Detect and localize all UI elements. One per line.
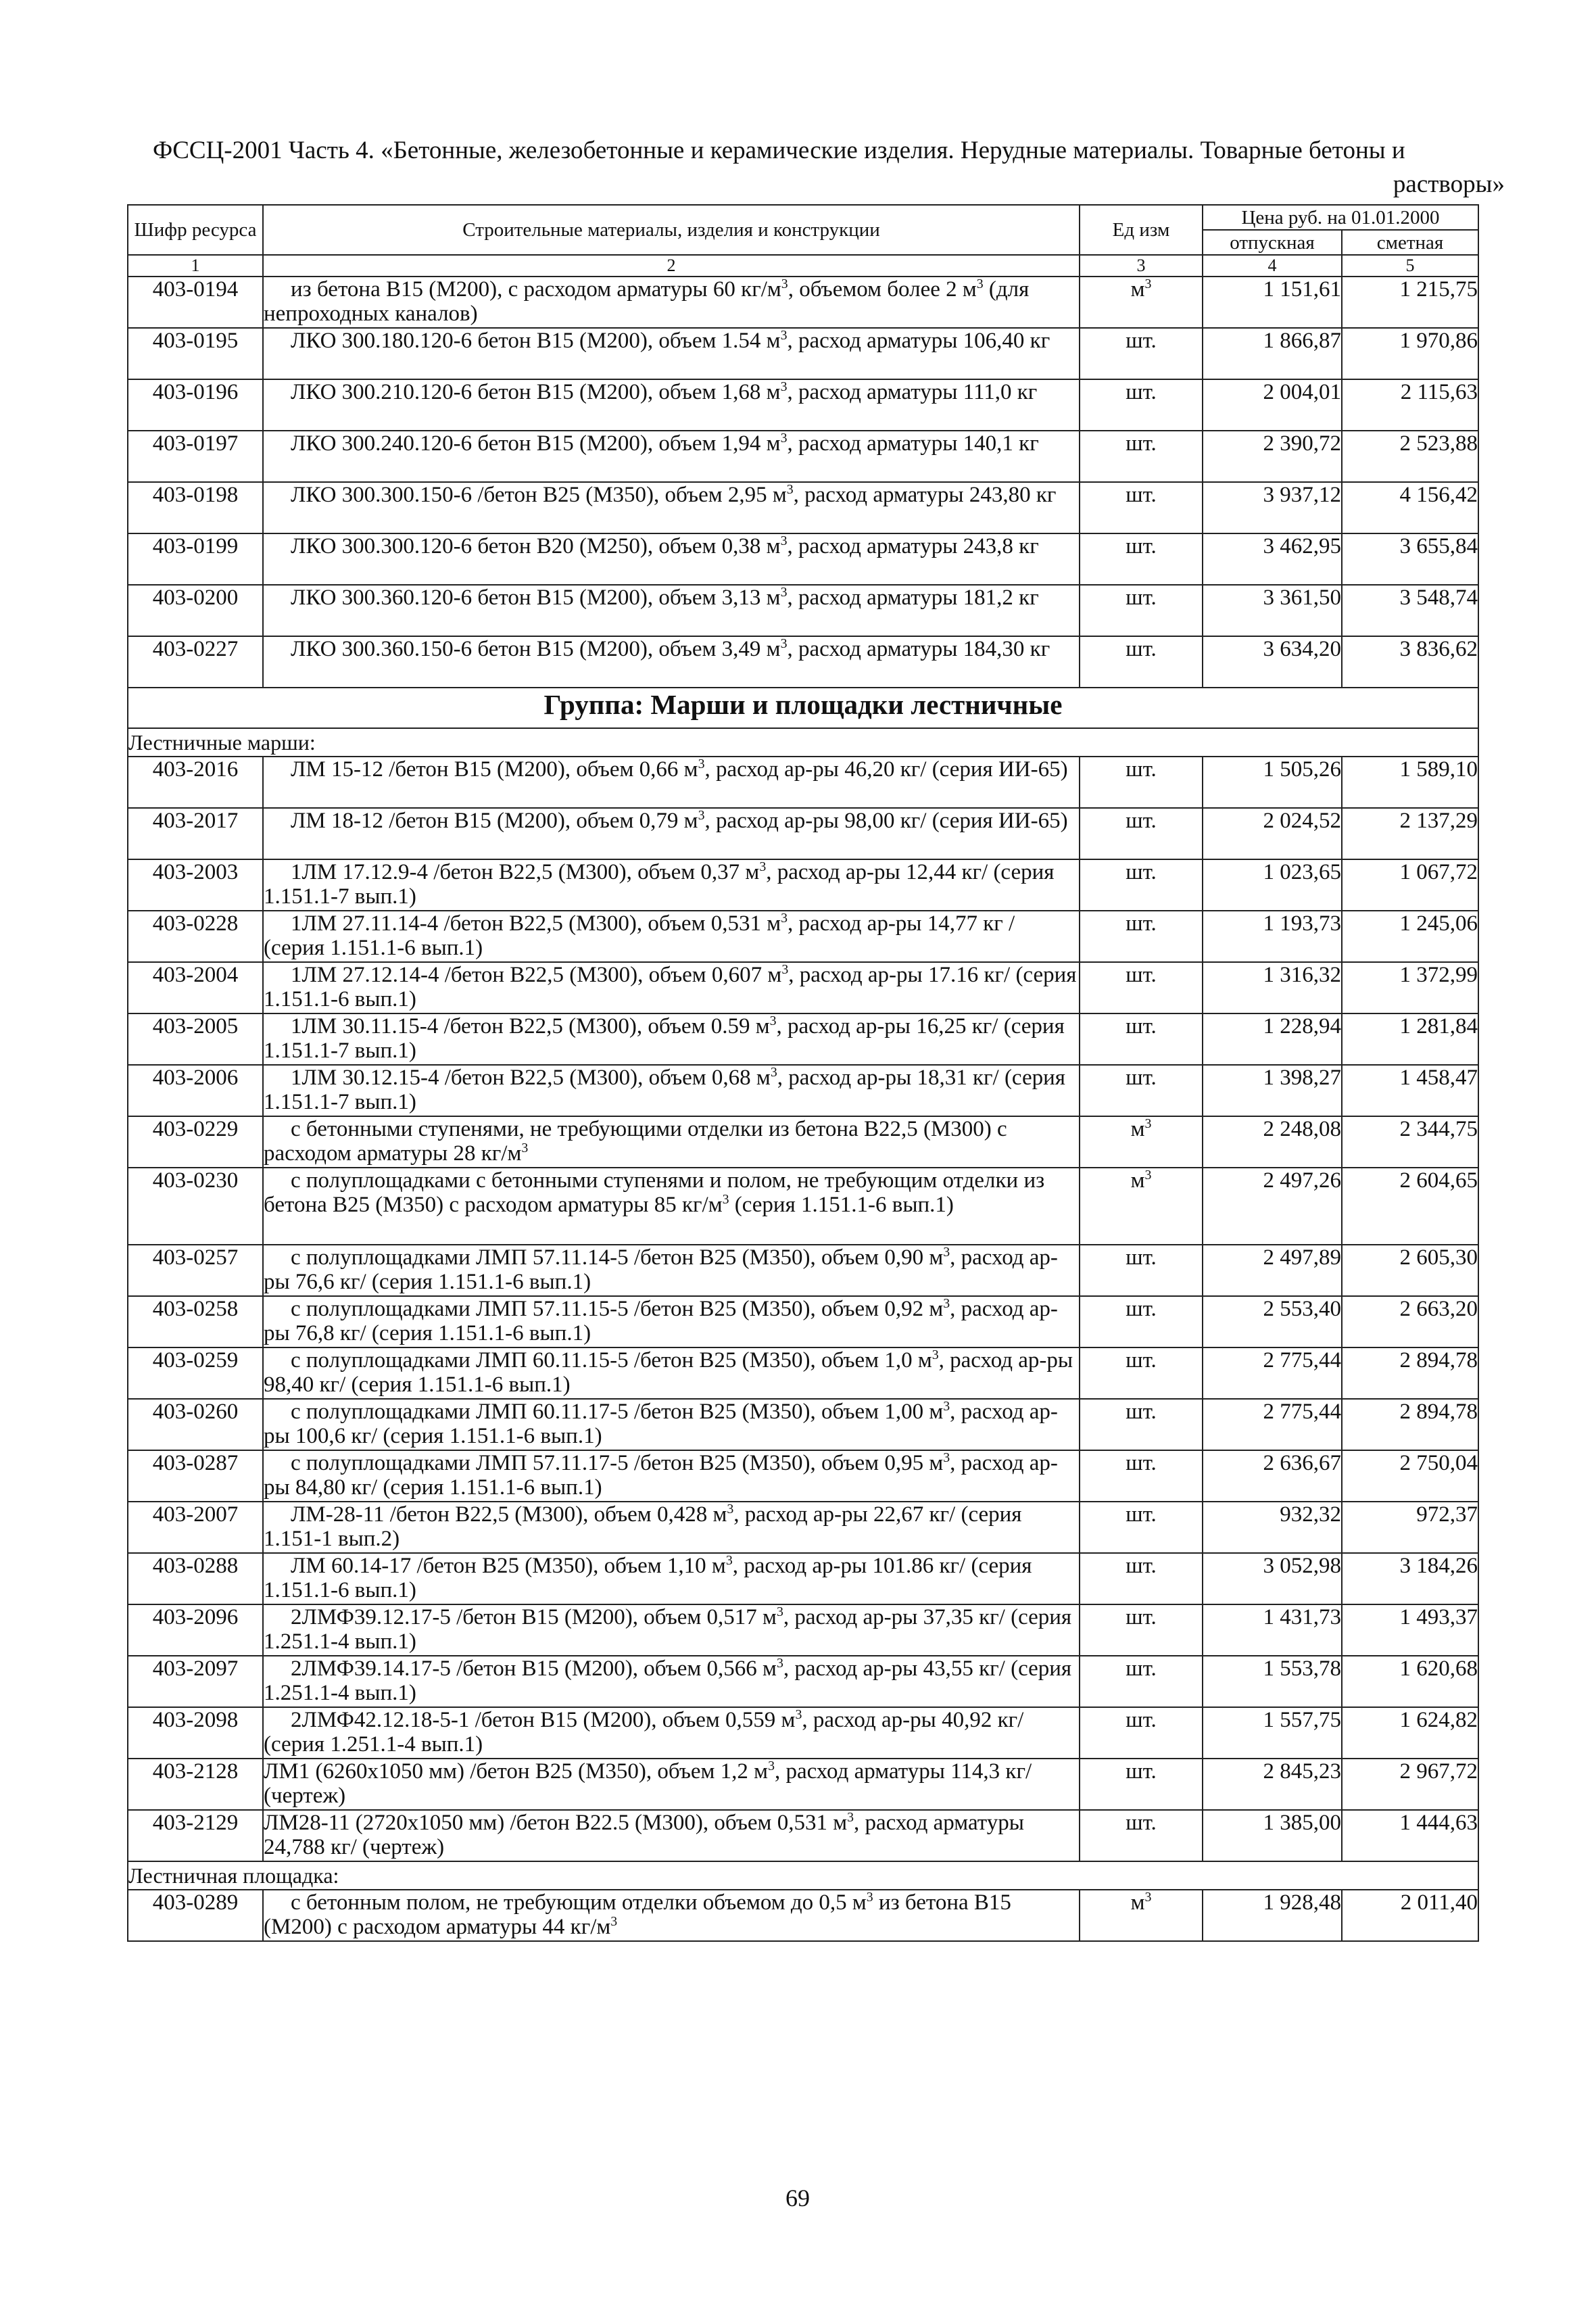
row-unit: шт.: [1080, 482, 1203, 533]
row-code: 403-0228: [128, 911, 263, 962]
row-name: 2ЛМФ42.12.18-5-1 /бетон В15 (М200), объем 0,559 $м^3$, расход ар-ры 40,92 кг/ (серия 1.251.1-4 вып.1): [263, 1707, 1080, 1759]
row-release-price: 1 431,73: [1203, 1604, 1342, 1656]
row-unit: шт.: [1080, 1013, 1203, 1065]
row-estimate-price: 1 624,82: [1342, 1707, 1478, 1759]
rows-landing: [128, 1890, 1478, 1941]
table-row: [128, 1810, 1478, 1861]
row-release-price: 2 636,67: [1203, 1450, 1342, 1502]
row-release-price: 2 248,08: [1203, 1116, 1342, 1168]
table-row: [128, 1296, 1478, 1347]
row-release-price: 3 634,20: [1203, 636, 1342, 688]
row-unit: шт.: [1080, 1707, 1203, 1759]
title-line-1: ФССЦ-2001 Часть 4. «Бетонные, железобетонные и керамические изделия. Нерудные материалы. Товарные бетоны и: [153, 137, 1405, 164]
table-row: [128, 1604, 1478, 1656]
row-unit: шт.: [1080, 328, 1203, 379]
row-code: 403-2129: [128, 1810, 263, 1861]
row-unit: шт.: [1080, 808, 1203, 859]
row-name: с полуплощадками ЛМП 60.11.17-5 /бетон В25 (М350), объем 1,00 $м^3$, расход ар-ры 100,6 кг/ (серия 1.151.1-6 вып.1): [263, 1399, 1080, 1450]
row-estimate-price: 2 605,30: [1342, 1245, 1478, 1296]
row-unit: шт.: [1080, 1245, 1203, 1296]
row-unit: шт.: [1080, 1604, 1203, 1656]
row-name: с полуплощадками ЛМП 57.11.14-5 /бетон В25 (М350), объем 0,90 $м^3$, расход ар-ры 76,6 кг/ (серия 1.151.1-6 вып.1): [263, 1245, 1080, 1296]
header-release-price: отпускная: [1203, 230, 1342, 255]
row-unit: шт.: [1080, 636, 1203, 688]
row-code: 403-2017: [128, 808, 263, 859]
row-release-price: 3 052,98: [1203, 1553, 1342, 1604]
row-estimate-price: 1 215,75: [1342, 277, 1478, 328]
row-release-price: 2 004,01: [1203, 379, 1342, 431]
row-estimate-price: 1 444,63: [1342, 1810, 1478, 1861]
row-estimate-price: 1 067,72: [1342, 859, 1478, 911]
row-release-price: 1 385,00: [1203, 1810, 1342, 1861]
table-row: [128, 1553, 1478, 1604]
row-name: ЛМ28-11 (2720х1050 мм) /бетон В22.5 (М300), объем 0,531 $м^3$, расход арматуры 24,788 кг/ (чертеж): [263, 1810, 1080, 1861]
page-title: [153, 134, 1505, 201]
row-release-price: 1 557,75: [1203, 1707, 1342, 1759]
row-unit: $м^3$: [1080, 1116, 1203, 1168]
subgroup-marches: Лестничные марши:: [128, 728, 1478, 757]
row-unit: шт.: [1080, 1759, 1203, 1810]
table-row: [128, 757, 1478, 808]
row-code: 403-2004: [128, 962, 263, 1013]
table-row: [128, 962, 1478, 1013]
row-unit: $м^3$: [1080, 1168, 1203, 1245]
row-code: 403-0288: [128, 1553, 263, 1604]
row-name: 1ЛМ 30.11.15-4 /бетон В22,5 (М300), объем 0.59 $м^3$, расход ар-ры 16,25 кг/ (серия 1.151.1-7 вып.1): [263, 1013, 1080, 1065]
row-estimate-price: 1 281,84: [1342, 1013, 1478, 1065]
row-estimate-price: 2 011,40: [1342, 1890, 1478, 1941]
row-release-price: 1 505,26: [1203, 757, 1342, 808]
table-row: [128, 1116, 1478, 1168]
row-release-price: 3 937,12: [1203, 482, 1342, 533]
table-row: [128, 1399, 1478, 1450]
column-number: 4: [1203, 255, 1342, 277]
row-estimate-price: 3 836,62: [1342, 636, 1478, 688]
row-estimate-price: 2 894,78: [1342, 1399, 1478, 1450]
row-code: 403-0287: [128, 1450, 263, 1502]
header-code: Шифр ресурса: [128, 205, 263, 255]
row-code: 403-2007: [128, 1502, 263, 1553]
row-estimate-price: 2 750,04: [1342, 1450, 1478, 1502]
row-name: ЛМ 15-12 /бетон В15 (М200), объем 0,66 $м^3$, расход ар-ры 46,20 кг/ (серия ИИ-65): [263, 757, 1080, 808]
row-unit: шт.: [1080, 1502, 1203, 1553]
row-name: ЛКО 300.210.120-6 бетон В15 (М200), объем 1,68 $м^3$, расход арматуры 111,0 кг: [263, 379, 1080, 431]
row-estimate-price: 2 663,20: [1342, 1296, 1478, 1347]
row-unit: шт.: [1080, 585, 1203, 636]
row-unit: $м^3$: [1080, 1890, 1203, 1941]
row-name: 1ЛМ 27.12.14-4 /бетон В22,5 (М300), объем 0,607 $м^3$, расход ар-ры 17.16 кг/ (серия 1.151.1-6 вып.1): [263, 962, 1080, 1013]
row-name: ЛКО 300.180.120-6 бетон В15 (М200), объем 1.54 $м^3$, расход арматуры 106,40 кг: [263, 328, 1080, 379]
row-release-price: 2 390,72: [1203, 431, 1342, 482]
table-row: [128, 1502, 1478, 1553]
row-unit: шт.: [1080, 911, 1203, 962]
row-unit: шт.: [1080, 431, 1203, 482]
row-estimate-price: 2 894,78: [1342, 1347, 1478, 1399]
group-title: Группа: Марши и площадки лестничные: [128, 688, 1478, 728]
row-code: 403-2016: [128, 757, 263, 808]
row-code: 403-0200: [128, 585, 263, 636]
table-row: [128, 1013, 1478, 1065]
row-estimate-price: 1 372,99: [1342, 962, 1478, 1013]
table-row: [128, 636, 1478, 688]
row-release-price: 1 228,94: [1203, 1013, 1342, 1065]
row-name: из бетона В15 (М200), с расходом арматуры 60 $кг/м^3$, объемом более 2 $м^3$ (для непроходных каналов): [263, 277, 1080, 328]
row-release-price: 2 775,44: [1203, 1399, 1342, 1450]
row-release-price: 3 462,95: [1203, 533, 1342, 585]
row-name: ЛКО 300.240.120-6 бетон В15 (М200), объем 1,94 $м^3$, расход арматуры 140,1 кг: [263, 431, 1080, 482]
row-estimate-price: 1 970,86: [1342, 328, 1478, 379]
row-code: 403-0289: [128, 1890, 263, 1941]
table-row: [128, 859, 1478, 911]
row-release-price: 1 553,78: [1203, 1656, 1342, 1707]
title-line-2: растворы»: [1393, 170, 1505, 198]
table-row: [128, 808, 1478, 859]
row-release-price: 3 361,50: [1203, 585, 1342, 636]
row-name: 1ЛМ 17.12.9-4 /бетон В22,5 (М300), объем 0,37 $м^3$, расход ар-ры 12,44 кг/ (серия 1.151.1-7 вып.1): [263, 859, 1080, 911]
table-row: [128, 1759, 1478, 1810]
row-estimate-price: 3 655,84: [1342, 533, 1478, 585]
row-release-price: 1 928,48: [1203, 1890, 1342, 1941]
table-row: [128, 431, 1478, 482]
price-table: [127, 204, 1479, 1942]
row-code: 403-0199: [128, 533, 263, 585]
row-name: с полуплощадками с бетонными ступенями и полом, не требующим отделки из бетона В25 (М350) с расходом арматуры 85 $кг/м^3$ (серия 1.151.1-6 вып.1): [263, 1168, 1080, 1245]
row-release-price: 2 775,44: [1203, 1347, 1342, 1399]
row-name: ЛМ 60.14-17 /бетон В25 (М350), объем 1,10 $м^3$, расход ар-ры 101.86 кг/ (серия 1.151.1-6 вып.1): [263, 1553, 1080, 1604]
row-name: 2ЛМФ39.14.17-5 /бетон В15 (М200), объем 0,566 $м^3$, расход ар-ры 43,55 кг/ (серия 1.251.1-4 вып.1): [263, 1656, 1080, 1707]
row-code: 403-2128: [128, 1759, 263, 1810]
row-code: 403-2098: [128, 1707, 263, 1759]
table-row: [128, 1065, 1478, 1116]
row-estimate-price: 1 493,37: [1342, 1604, 1478, 1656]
table-row: [128, 328, 1478, 379]
row-code: 403-0197: [128, 431, 263, 482]
row-estimate-price: 1 458,47: [1342, 1065, 1478, 1116]
row-code: 403-0196: [128, 379, 263, 431]
row-estimate-price: 4 156,42: [1342, 482, 1478, 533]
row-code: 403-0198: [128, 482, 263, 533]
row-unit: шт.: [1080, 1296, 1203, 1347]
row-name: с полуплощадками ЛМП 57.11.17-5 /бетон В25 (М350), объем 0,95 $м^3$, расход ар-ры 84,80 кг/ (серия 1.151.1-6 вып.1): [263, 1450, 1080, 1502]
row-name: 1ЛМ 30.12.15-4 /бетон В22,5 (М300), объем 0,68 $м^3$, расход ар-ры 18,31 кг/ (серия 1.151.1-7 вып.1): [263, 1065, 1080, 1116]
row-name: ЛМ 18-12 /бетон В15 (М200), объем 0,79 $м^3$, расход ар-ры 98,00 кг/ (серия ИИ-65): [263, 808, 1080, 859]
row-unit: шт.: [1080, 757, 1203, 808]
row-name: ЛМ-28-11 /бетон В22,5 (М300), объем 0,428 $м^3$, расход ар-ры 22,67 кг/ (серия 1.151-1 вып.2): [263, 1502, 1080, 1553]
row-unit: шт.: [1080, 1656, 1203, 1707]
row-code: 403-0259: [128, 1347, 263, 1399]
table-row: [128, 1890, 1478, 1941]
table-row: [128, 1168, 1478, 1245]
row-code: 403-0195: [128, 328, 263, 379]
row-release-price: 1 866,87: [1203, 328, 1342, 379]
row-release-price: 1 151,61: [1203, 277, 1342, 328]
row-name: с полуплощадками ЛМП 57.11.15-5 /бетон В25 (М350), объем 0,92 $м^3$, расход ар-ры 76,8 кг/ (серия 1.151.1-6 вып.1): [263, 1296, 1080, 1347]
row-release-price: 2 024,52: [1203, 808, 1342, 859]
row-code: 403-0230: [128, 1168, 263, 1245]
table-row: [128, 1707, 1478, 1759]
row-unit: шт.: [1080, 1347, 1203, 1399]
row-estimate-price: 2 115,63: [1342, 379, 1478, 431]
row-unit: шт.: [1080, 533, 1203, 585]
table-row: [128, 1245, 1478, 1296]
row-name: ЛМ1 (6260х1050 мм) /бетон В25 (М350), объем 1,2 $м^3$, расход арматуры 114,3 кг/ (чертеж): [263, 1759, 1080, 1810]
row-name: с бетонным полом, не требующим отделки объемом до 0,5 $м^3$ из бетона В15 (М200) с расходом арматуры 44 $кг/м^3$: [263, 1890, 1080, 1941]
row-name: ЛКО 300.360.120-6 бетон В15 (М200), объем 3,13 $м^3$, расход арматуры 181,2 кг: [263, 585, 1080, 636]
row-release-price: 2 497,26: [1203, 1168, 1342, 1245]
row-code: 403-2006: [128, 1065, 263, 1116]
row-unit: шт.: [1080, 1399, 1203, 1450]
table-row: [128, 379, 1478, 431]
row-estimate-price: 1 589,10: [1342, 757, 1478, 808]
row-release-price: 1 398,27: [1203, 1065, 1342, 1116]
row-unit: шт.: [1080, 379, 1203, 431]
row-name: ЛКО 300.300.150-6 /бетон В25 (М350), объем 2,95 $м^3$, расход арматуры 243,80 кг: [263, 482, 1080, 533]
row-estimate-price: 1 620,68: [1342, 1656, 1478, 1707]
row-unit: шт.: [1080, 859, 1203, 911]
row-code: 403-0260: [128, 1399, 263, 1450]
subgroup-landing: Лестничная площадка:: [128, 1861, 1478, 1890]
row-unit: шт.: [1080, 1450, 1203, 1502]
row-code: 403-0258: [128, 1296, 263, 1347]
row-estimate-price: 972,37: [1342, 1502, 1478, 1553]
row-release-price: 932,32: [1203, 1502, 1342, 1553]
table-row: [128, 1347, 1478, 1399]
row-code: 403-2005: [128, 1013, 263, 1065]
row-name: ЛКО 300.360.150-6 бетон В15 (М200), объем 3,49 $м^3$, расход арматуры 184,30 кг: [263, 636, 1080, 688]
rows-top: [128, 277, 1478, 688]
row-code: 403-2096: [128, 1604, 263, 1656]
row-release-price: 1 316,32: [1203, 962, 1342, 1013]
table-row: [128, 1656, 1478, 1707]
row-estimate-price: 2 523,88: [1342, 431, 1478, 482]
landing-section: [128, 1861, 1478, 1890]
page-number: 69: [785, 2185, 810, 2212]
row-code: 403-0229: [128, 1116, 263, 1168]
row-name: ЛКО 300.300.120-6 бетон В20 (М250), объем 0,38 $м^3$, расход арматуры 243,8 кг: [263, 533, 1080, 585]
column-number: 3: [1080, 255, 1203, 277]
row-estimate-price: 1 245,06: [1342, 911, 1478, 962]
header-price: Цена руб. на 01.01.2000: [1203, 205, 1478, 230]
row-name: с бетонными ступенями, не требующими отделки из бетона В22,5 (М300) с расходом арматуры 28 $кг/м^3$: [263, 1116, 1080, 1168]
column-number: 5: [1342, 255, 1478, 277]
row-release-price: 1 023,65: [1203, 859, 1342, 911]
row-code: 403-0257: [128, 1245, 263, 1296]
row-unit: шт.: [1080, 962, 1203, 1013]
row-estimate-price: 2 967,72: [1342, 1759, 1478, 1810]
row-unit: шт.: [1080, 1065, 1203, 1116]
table-row: [128, 533, 1478, 585]
row-name: 1ЛМ 27.11.14-4 /бетон В22,5 (М300), объем 0,531 $м^3$, расход ар-ры 14,77 кг / (серия 1.151.1-6 вып.1): [263, 911, 1080, 962]
table-row: [128, 911, 1478, 962]
row-unit: $м^3$: [1080, 277, 1203, 328]
row-release-price: 2 497,89: [1203, 1245, 1342, 1296]
table-row: [128, 1450, 1478, 1502]
table-row: [128, 482, 1478, 533]
row-estimate-price: 2 137,29: [1342, 808, 1478, 859]
row-code: 403-0194: [128, 277, 263, 328]
row-release-price: 2 553,40: [1203, 1296, 1342, 1347]
table-row: [128, 277, 1478, 328]
row-code: 403-0227: [128, 636, 263, 688]
row-name: с полуплощадками ЛМП 60.11.15-5 /бетон В25 (М350), объем 1,0 $м^3$, расход ар-ры 98,40 кг/ (серия 1.151.1-6 вып.1): [263, 1347, 1080, 1399]
row-release-price: 2 845,23: [1203, 1759, 1342, 1810]
header-name: Строительные материалы, изделия и конструкции: [263, 205, 1080, 255]
row-unit: шт.: [1080, 1810, 1203, 1861]
row-estimate-price: 2 604,65: [1342, 1168, 1478, 1245]
row-estimate-price: 3 548,74: [1342, 585, 1478, 636]
table-row: [128, 585, 1478, 636]
row-estimate-price: 2 344,75: [1342, 1116, 1478, 1168]
rows-marches: [128, 757, 1478, 1861]
header-estimate-price: сметная: [1342, 230, 1478, 255]
row-unit: шт.: [1080, 1553, 1203, 1604]
row-estimate-price: 3 184,26: [1342, 1553, 1478, 1604]
column-number: 1: [128, 255, 263, 277]
row-code: 403-2003: [128, 859, 263, 911]
header-unit: Ед изм: [1080, 205, 1203, 255]
row-code: 403-2097: [128, 1656, 263, 1707]
row-release-price: 1 193,73: [1203, 911, 1342, 962]
row-name: 2ЛМФ39.12.17-5 /бетон В15 (М200), объем 0,517 $м^3$, расход ар-ры 37,35 кг/ (серия 1.251.1-4 вып.1): [263, 1604, 1080, 1656]
group-section: [128, 688, 1478, 757]
column-number: 2: [263, 255, 1080, 277]
